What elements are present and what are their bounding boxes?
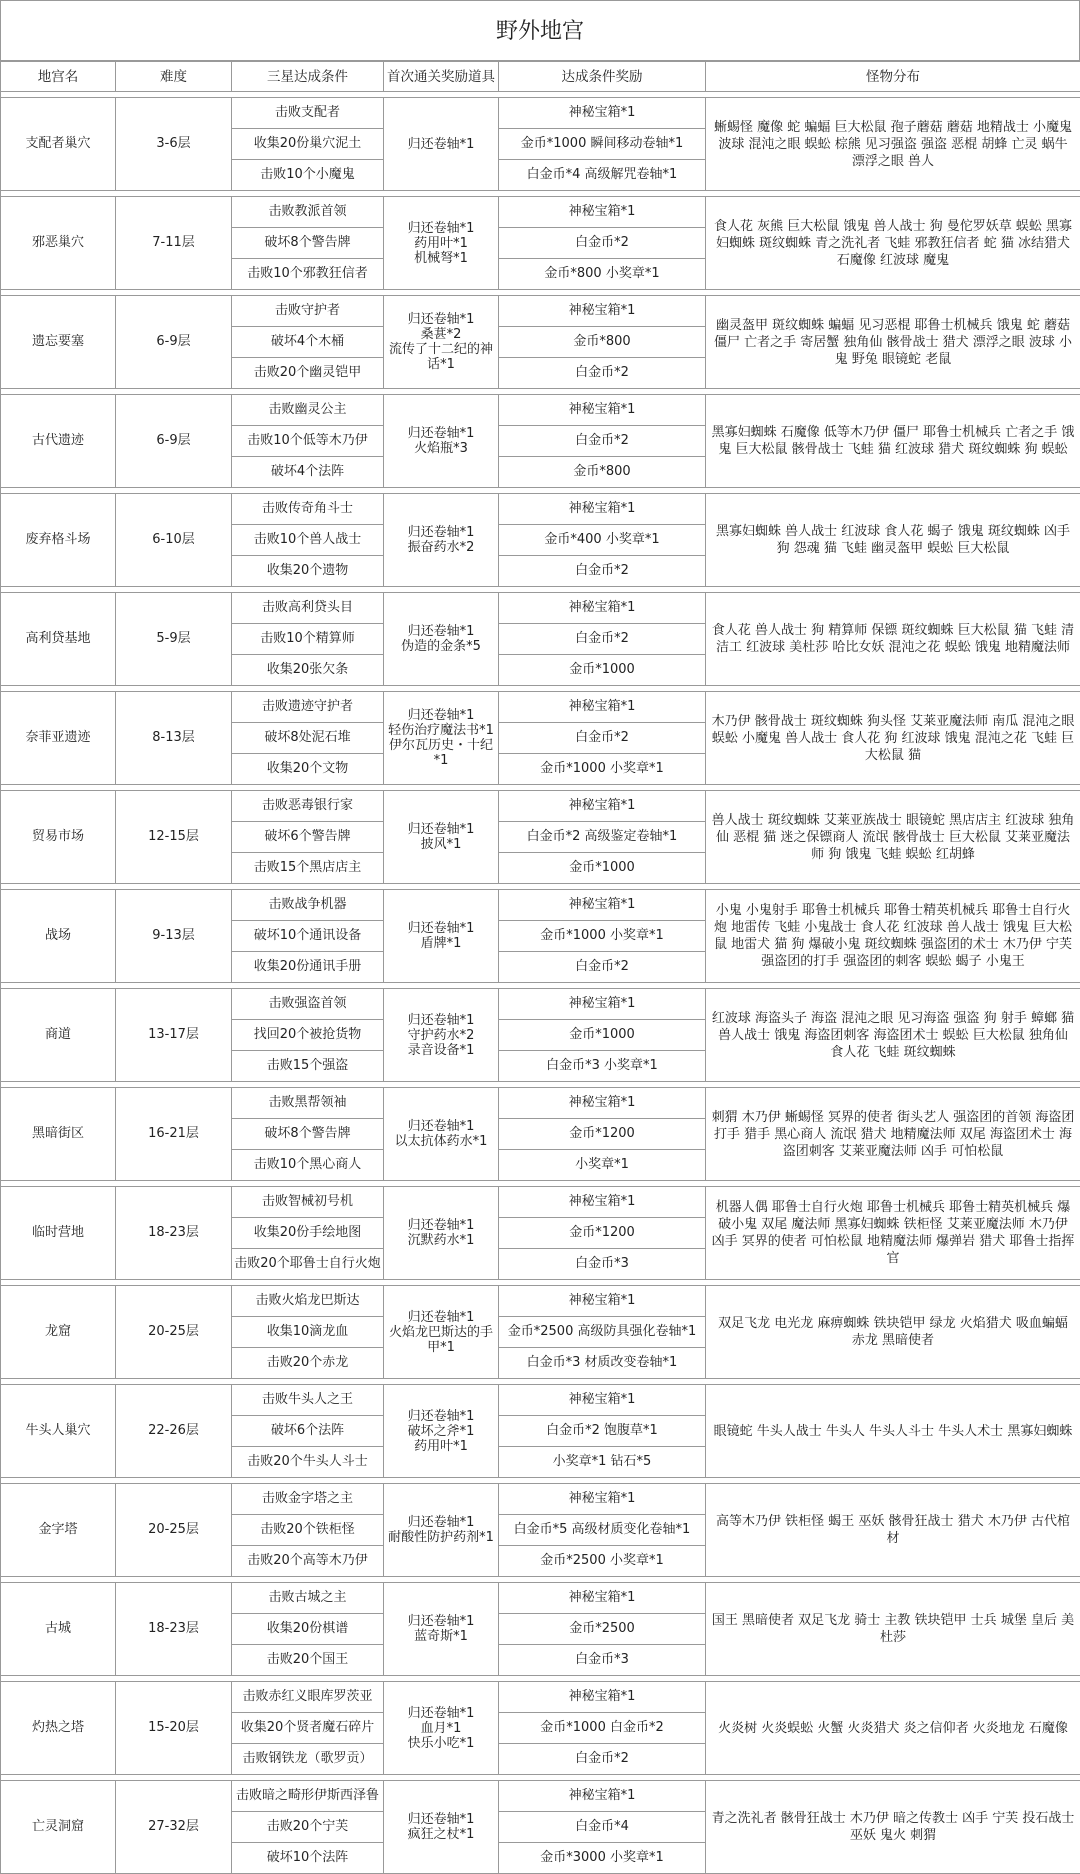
- dungeon-name: 商道: [1, 989, 116, 1082]
- monster-list: 红波球 海盗头子 海盗 混沌之眼 见习海盗 强盗 狗 射手 蟑螂 猫 兽人战士 饿鬼 海盗团刺客 海盗团术士 蜈蚣 巨大松鼠 独角仙 食人花 飞蛙 斑纹蜘蛛: [706, 989, 1080, 1082]
- first-reward-line: 以太抗体药水*1: [386, 1134, 496, 1149]
- table-row: [1, 791, 1080, 822]
- dungeon-difficulty: 6-9层: [116, 395, 232, 488]
- star-condition: 收集20个贤者魔石碎片: [232, 1713, 384, 1744]
- condition-reward: 神秘宝箱*1: [499, 1187, 706, 1218]
- first-reward-line: 归还卷轴*1: [386, 921, 496, 936]
- condition-reward: 金币*1000 小奖章*1: [499, 754, 706, 785]
- first-reward-line: 守护药水*2: [386, 1028, 496, 1043]
- condition-reward: 白金币*2: [499, 228, 706, 259]
- condition-reward: 金币*1000 白金币*2: [499, 1713, 706, 1744]
- dungeon-name: 黑暗街区: [1, 1088, 116, 1181]
- table-row: [1, 1484, 1080, 1515]
- star-condition: 击败暗之畸形伊斯西泽鲁: [232, 1781, 384, 1812]
- table-row: [1, 593, 1080, 624]
- monster-list: 高等木乃伊 铁柜怪 蝎王 巫妖 骸骨狂战士 猎犬 木乃伊 古代棺材: [706, 1484, 1080, 1577]
- star-condition: 击败20个赤龙: [232, 1348, 384, 1379]
- condition-reward: 金币*2500 小奖章*1: [499, 1546, 706, 1577]
- dungeon-difficulty: 6-9层: [116, 296, 232, 389]
- star-condition: 击败钢铁龙（歌罗贡）: [232, 1744, 384, 1775]
- table-row: [1, 989, 1080, 1020]
- dungeon-difficulty: 18-23层: [116, 1583, 232, 1676]
- condition-reward: 白金币*2: [499, 1744, 706, 1775]
- dungeon-name: 古城: [1, 1583, 116, 1676]
- star-condition: 破坏4个木桶: [232, 327, 384, 358]
- star-condition: 击败强盗首领: [232, 989, 384, 1020]
- condition-reward: 金币*1000: [499, 655, 706, 686]
- star-condition: 找回20个被抢货物: [232, 1020, 384, 1051]
- dungeon-difficulty: 15-20层: [116, 1682, 232, 1775]
- dungeon-difficulty: 12-15层: [116, 791, 232, 884]
- table-row: [1, 1682, 1080, 1713]
- first-reward-line: 药用叶*1: [386, 236, 496, 251]
- header-conditions: 三星达成条件: [232, 62, 384, 92]
- first-reward-line: 归还卷轴*1: [386, 1013, 496, 1028]
- first-reward-line: 归还卷轴*1: [386, 822, 496, 837]
- table-row: [1, 692, 1080, 723]
- star-condition: 击败遗迹守护者: [232, 692, 384, 723]
- table-row: [1, 1088, 1080, 1119]
- monster-list: 机器人偶 耶鲁士自行火炮 耶鲁士机械兵 耶鲁士精英机械兵 爆破小鬼 双尾 魔法师 黑寡妇蜘蛛 铁柜怪 艾莱亚魔法师 木乃伊 凶手 冥界的使者 可怕松鼠 地精魔法师 爆弹岩 猎犬 耶鲁士指挥官: [706, 1187, 1080, 1280]
- dungeon-name: 遗忘要塞: [1, 296, 116, 389]
- condition-reward: 神秘宝箱*1: [499, 197, 706, 228]
- condition-reward: 神秘宝箱*1: [499, 1286, 706, 1317]
- monster-list: 眼镜蛇 牛头人战士 牛头人 牛头人斗士 牛头人术士 黑寡妇蜘蛛: [706, 1385, 1080, 1478]
- dungeon-name: 亡灵洞窟: [1, 1781, 116, 1874]
- condition-reward: 白金币*2: [499, 556, 706, 587]
- star-condition: 击败支配者: [232, 98, 384, 129]
- condition-reward: 金币*1000: [499, 853, 706, 884]
- dungeon-difficulty: 27-32层: [116, 1781, 232, 1874]
- first-reward-line: 药用叶*1: [386, 1439, 496, 1454]
- dungeon-name: 废弃格斗场: [1, 494, 116, 587]
- monster-list: 青之洗礼者 骸骨狂战士 木乃伊 暗之传教士 凶手 宁芙 投石战士 巫妖 鬼火 刺猬: [706, 1781, 1080, 1874]
- dungeon-difficulty: 18-23层: [116, 1187, 232, 1280]
- table-body: [1, 92, 1080, 1874]
- dungeon-difficulty: 7-11层: [116, 197, 232, 290]
- star-condition: 击败10个邪教狂信者: [232, 259, 384, 290]
- condition-reward: 白金币*2: [499, 358, 706, 389]
- dungeon-name: 临时营地: [1, 1187, 116, 1280]
- condition-reward: 白金币*2 饱腹草*1: [499, 1416, 706, 1447]
- condition-reward: 金币*1000 小奖章*1: [499, 921, 706, 952]
- first-reward-line: 归还卷轴*1: [386, 708, 496, 723]
- first-reward-line: 归还卷轴*1: [386, 1310, 496, 1325]
- condition-reward: 白金币*3 小奖章*1: [499, 1051, 706, 1082]
- star-condition: 击败10个黑心商人: [232, 1150, 384, 1181]
- dungeon-difficulty: 5-9层: [116, 593, 232, 686]
- first-clear-reward: [384, 494, 499, 587]
- first-clear-reward: [384, 1682, 499, 1775]
- dungeon-name: 战场: [1, 890, 116, 983]
- table-header-row: [1, 62, 1080, 92]
- header-rewards: 达成条件奖励: [499, 62, 706, 92]
- condition-reward: 金币*1200: [499, 1119, 706, 1150]
- star-condition: 击败10个小魔鬼: [232, 160, 384, 191]
- star-condition: 破坏4个法阵: [232, 457, 384, 488]
- star-condition: 击败20个耶鲁士自行火炮: [232, 1249, 384, 1280]
- condition-reward: 金币*1200: [499, 1218, 706, 1249]
- table-row: [1, 296, 1080, 327]
- header-first-reward: 首次通关奖励道具: [384, 62, 499, 92]
- table-row: [1, 1781, 1080, 1812]
- first-clear-reward: [384, 989, 499, 1082]
- first-clear-reward: [384, 1187, 499, 1280]
- first-reward-line: 归还卷轴*1: [386, 1119, 496, 1134]
- condition-reward: 神秘宝箱*1: [499, 1088, 706, 1119]
- first-reward-line: 沉默药水*1: [386, 1233, 496, 1248]
- condition-reward: 神秘宝箱*1: [499, 1781, 706, 1812]
- first-reward-line: 归还卷轴*1: [386, 221, 496, 236]
- star-condition: 收集20份棋谱: [232, 1614, 384, 1645]
- dungeon-name: 高利贷基地: [1, 593, 116, 686]
- star-condition: 收集20张欠条: [232, 655, 384, 686]
- first-reward-line: 归还卷轴*1: [386, 525, 496, 540]
- first-clear-reward: [384, 98, 499, 191]
- star-condition: 破坏8个警告牌: [232, 1119, 384, 1150]
- condition-reward: 白金币*2: [499, 426, 706, 457]
- condition-reward: 白金币*4 高级解咒卷轴*1: [499, 160, 706, 191]
- dungeon-name: 金字塔: [1, 1484, 116, 1577]
- first-reward-line: 录音设备*1: [386, 1043, 496, 1058]
- dungeon-difficulty: 16-21层: [116, 1088, 232, 1181]
- dungeon-difficulty: 9-13层: [116, 890, 232, 983]
- star-condition: 击败传奇角斗士: [232, 494, 384, 525]
- condition-reward: 金币*400 小奖章*1: [499, 525, 706, 556]
- condition-reward: 神秘宝箱*1: [499, 791, 706, 822]
- monster-list: 兽人战士 斑纹蜘蛛 艾莱亚族战士 眼镜蛇 黑店店主 红波球 独角仙 恶棍 猫 迷之保镖商人 流氓 骸骨战士 巨大松鼠 艾莱亚魔法师 狗 饿鬼 飞蛙 蜈蚣 红胡蜂: [706, 791, 1080, 884]
- table-row: [1, 197, 1080, 228]
- star-condition: 收集10滴龙血: [232, 1317, 384, 1348]
- condition-reward: 神秘宝箱*1: [499, 890, 706, 921]
- star-condition: 击败高利贷头目: [232, 593, 384, 624]
- first-reward-line: 披风*1: [386, 837, 496, 852]
- first-clear-reward: [384, 1286, 499, 1379]
- first-reward-line: 归还卷轴*1: [386, 1812, 496, 1827]
- star-condition: 收集20个文物: [232, 754, 384, 785]
- first-reward-line: 伊尔瓦历史・十纪*1: [386, 738, 496, 768]
- star-condition: 击败火焰龙巴斯达: [232, 1286, 384, 1317]
- first-clear-reward: [384, 197, 499, 290]
- condition-reward: 神秘宝箱*1: [499, 395, 706, 426]
- dungeon-table: [0, 61, 1080, 1874]
- dungeon-name: 古代遗迹: [1, 395, 116, 488]
- first-clear-reward: [384, 1484, 499, 1577]
- star-condition: 击败战争机器: [232, 890, 384, 921]
- star-condition: 击败20个铁柜怪: [232, 1515, 384, 1546]
- first-reward-line: 归还卷轴*1: [386, 1218, 496, 1233]
- dungeon-name: 灼热之塔: [1, 1682, 116, 1775]
- monster-list: 刺猬 木乃伊 蜥蜴怪 冥界的使者 街头艺人 强盗团的首领 海盗团打手 猎手 黑心商人 流氓 猎犬 地精魔法师 双尾 海盗团术士 海盗团刺客 艾莱亚魔法师 凶手 可怕松鼠: [706, 1088, 1080, 1181]
- monster-list: 木乃伊 骸骨战士 斑纹蜘蛛 狗头怪 艾莱亚魔法师 南瓜 混沌之眼 蜈蚣 小魔鬼 兽人战士 食人花 狗 红波球 饿鬼 混沌之花 飞蛙 巨大松鼠 猫: [706, 692, 1080, 785]
- condition-reward: 金币*2500: [499, 1614, 706, 1645]
- dungeon-difficulty: 20-25层: [116, 1484, 232, 1577]
- star-condition: 击败智械初号机: [232, 1187, 384, 1218]
- star-condition: 破坏8处泥石堆: [232, 723, 384, 754]
- first-reward-line: 耐酸性防护药剂*1: [386, 1530, 496, 1545]
- condition-reward: 白金币*3: [499, 1645, 706, 1676]
- table-row: [1, 494, 1080, 525]
- first-reward-line: 桑葚*2: [386, 327, 496, 342]
- monster-list: 火炎树 火炎蜈蚣 火蟹 火炎猎犬 炎之信仰者 火炎地龙 石魔像: [706, 1682, 1080, 1775]
- dungeon-difficulty: 3-6层: [116, 98, 232, 191]
- dungeon-name: 牛头人巢穴: [1, 1385, 116, 1478]
- condition-reward: 金币*800: [499, 327, 706, 358]
- first-reward-line: 机械弩*1: [386, 251, 496, 266]
- condition-reward: 白金币*3: [499, 1249, 706, 1280]
- star-condition: 收集20份巢穴泥土: [232, 129, 384, 160]
- condition-reward: 金币*1000 瞬间移动卷轴*1: [499, 129, 706, 160]
- dungeon-difficulty: 22-26层: [116, 1385, 232, 1478]
- dungeon-difficulty: 20-25层: [116, 1286, 232, 1379]
- first-clear-reward: [384, 395, 499, 488]
- first-reward-line: 振奋药水*2: [386, 540, 496, 555]
- monster-list: 小鬼 小鬼射手 耶鲁士机械兵 耶鲁士精英机械兵 耶鲁士自行火炮 地雷传 飞蛙 小鬼战士 食人花 红波球 兽人战士 饿鬼 巨大松鼠 地雷犬 猫 狗 爆破小鬼 斑纹蜘蛛 强盗团的术士 木乃伊 宁芙 强盗团的打手 强盗团的刺客 蜈蚣 蝎子 小鬼王: [706, 890, 1080, 983]
- header-monsters: 怪物分布: [706, 62, 1080, 92]
- star-condition: 击败赤红义眼库罗茨亚: [232, 1682, 384, 1713]
- first-reward-line: 火焰龙巴斯达的手甲*1: [386, 1325, 496, 1355]
- condition-reward: 神秘宝箱*1: [499, 692, 706, 723]
- header-name: 地宫名: [1, 62, 116, 92]
- monster-list: 蜥蜴怪 魔像 蛇 蝙蝠 巨大松鼠 孢子蘑菇 蘑菇 地精战士 小魔鬼 波球 混沌之眼 蜈蚣 棕熊 见习强盗 强盗 恶棍 胡蜂 亡灵 蜗牛 漂浮之眼 兽人: [706, 98, 1080, 191]
- star-condition: 收集20份通讯手册: [232, 952, 384, 983]
- first-reward-line: 归还卷轴*1: [386, 624, 496, 639]
- star-condition: 击败20个国王: [232, 1645, 384, 1676]
- condition-reward: 金币*800: [499, 457, 706, 488]
- star-condition: 击败守护者: [232, 296, 384, 327]
- condition-reward: 神秘宝箱*1: [499, 296, 706, 327]
- monster-list: 食人花 兽人战士 狗 精算师 保镖 斑纹蜘蛛 巨大松鼠 猫 飞蛙 清洁工 红波球 美杜莎 哈比女妖 混沌之花 蜈蚣 饿鬼 地精魔法师: [706, 593, 1080, 686]
- star-condition: 击败牛头人之王: [232, 1385, 384, 1416]
- star-condition: 收集20份手绘地图: [232, 1218, 384, 1249]
- first-reward-line: 归还卷轴*1: [386, 137, 496, 152]
- star-condition: 破坏6个警告牌: [232, 822, 384, 853]
- table-row: [1, 1187, 1080, 1218]
- first-reward-line: 破坏之斧*1: [386, 1424, 496, 1439]
- first-reward-line: 流传了十二纪的神话*1: [386, 342, 496, 372]
- condition-reward: 白金币*4: [499, 1812, 706, 1843]
- first-clear-reward: [384, 890, 499, 983]
- table-row: [1, 395, 1080, 426]
- first-reward-line: 归还卷轴*1: [386, 1409, 496, 1424]
- monster-list: 幽灵盔甲 斑纹蜘蛛 蝙蝠 见习恶棍 耶鲁士机械兵 饿鬼 蛇 蘑菇 僵尸 亡者之手 寄居蟹 独角仙 骸骨战士 猎犬 漂浮之眼 波球 小鬼 野兔 眼镜蛇 老鼠: [706, 296, 1080, 389]
- first-clear-reward: [384, 1088, 499, 1181]
- condition-reward: 神秘宝箱*1: [499, 494, 706, 525]
- first-clear-reward: [384, 296, 499, 389]
- dungeon-name: 龙窟: [1, 1286, 116, 1379]
- star-condition: 破坏10个通讯设备: [232, 921, 384, 952]
- first-clear-reward: [384, 1781, 499, 1874]
- condition-reward: 神秘宝箱*1: [499, 1484, 706, 1515]
- star-condition: 破坏10个法阵: [232, 1843, 384, 1874]
- monster-list: 食人花 灰熊 巨大松鼠 饿鬼 兽人战士 狗 曼佗罗妖草 蜈蚣 黑寡妇蜘蛛 斑纹蜘蛛 青之洗礼者 飞蛙 邪教狂信者 蛇 猫 冰结猎犬 石魔像 红波球 魔鬼: [706, 197, 1080, 290]
- monster-list: 黑寡妇蜘蛛 兽人战士 红波球 食人花 蝎子 饿鬼 斑纹蜘蛛 凶手 狗 怨魂 猫 飞蛙 幽灵盔甲 蜈蚣 巨大松鼠: [706, 494, 1080, 587]
- first-reward-line: 火焰瓶*3: [386, 441, 496, 456]
- dungeon-name: 贸易市场: [1, 791, 116, 884]
- condition-reward: 白金币*2: [499, 624, 706, 655]
- star-condition: 击败20个牛头人斗士: [232, 1447, 384, 1478]
- condition-reward: 白金币*2: [499, 952, 706, 983]
- first-reward-line: 血月*1: [386, 1721, 496, 1736]
- condition-reward: 神秘宝箱*1: [499, 1385, 706, 1416]
- condition-reward: 神秘宝箱*1: [499, 1682, 706, 1713]
- first-reward-line: 轻伤治疗魔法书*1: [386, 723, 496, 738]
- star-condition: 击败金字塔之主: [232, 1484, 384, 1515]
- first-reward-line: 归还卷轴*1: [386, 1614, 496, 1629]
- star-condition: 击败10个低等木乃伊: [232, 426, 384, 457]
- table-row: [1, 1583, 1080, 1614]
- first-reward-line: 疯狂之杖*1: [386, 1827, 496, 1842]
- dungeon-name: 支配者巢穴: [1, 98, 116, 191]
- first-reward-line: 盾牌*1: [386, 936, 496, 951]
- condition-reward: 白金币*3 材质改变卷轴*1: [499, 1348, 706, 1379]
- table-row: [1, 890, 1080, 921]
- first-reward-line: 快乐小吃*1: [386, 1736, 496, 1751]
- dungeon-name: 奈菲亚遗迹: [1, 692, 116, 785]
- dungeon-name: 邪恶巢穴: [1, 197, 116, 290]
- first-reward-line: 归还卷轴*1: [386, 312, 496, 327]
- first-clear-reward: [384, 692, 499, 785]
- condition-reward: 金币*800 小奖章*1: [499, 259, 706, 290]
- condition-reward: 神秘宝箱*1: [499, 593, 706, 624]
- condition-reward: 神秘宝箱*1: [499, 98, 706, 129]
- condition-reward: 神秘宝箱*1: [499, 1583, 706, 1614]
- star-condition: 击败20个高等木乃伊: [232, 1546, 384, 1577]
- star-condition: 击败古城之主: [232, 1583, 384, 1614]
- star-condition: 击败15个黑店店主: [232, 853, 384, 884]
- condition-reward: 小奖章*1 钻石*5: [499, 1447, 706, 1478]
- monster-list: 双足飞龙 电光龙 麻痹蜘蛛 铁块铠甲 绿龙 火焰猎犬 吸血蝙蝠 赤龙 黑暗使者: [706, 1286, 1080, 1379]
- table-row: [1, 1385, 1080, 1416]
- condition-reward: 金币*3000 小奖章*1: [499, 1843, 706, 1874]
- dungeon-difficulty: 13-17层: [116, 989, 232, 1082]
- condition-reward: 小奖章*1: [499, 1150, 706, 1181]
- star-condition: 击败黑帮领袖: [232, 1088, 384, 1119]
- condition-reward: 白金币*2: [499, 723, 706, 754]
- star-condition: 击败恶毒银行家: [232, 791, 384, 822]
- dungeon-difficulty: 8-13层: [116, 692, 232, 785]
- star-condition: 破坏6个法阵: [232, 1416, 384, 1447]
- table-row: [1, 98, 1080, 129]
- star-condition: 击败15个强盗: [232, 1051, 384, 1082]
- header-difficulty: 难度: [116, 62, 232, 92]
- first-reward-line: 归还卷轴*1: [386, 1706, 496, 1721]
- star-condition: 击败10个兽人战士: [232, 525, 384, 556]
- first-reward-line: 归还卷轴*1: [386, 1515, 496, 1530]
- star-condition: 击败10个精算师: [232, 624, 384, 655]
- table-row: [1, 1286, 1080, 1317]
- monster-list: 黑寡妇蜘蛛 石魔像 低等木乃伊 僵尸 耶鲁士机械兵 亡者之手 饿鬼 巨大松鼠 骸骨战士 飞蛙 猫 红波球 猎犬 斑纹蜘蛛 狗 蜈蚣: [706, 395, 1080, 488]
- first-reward-line: 归还卷轴*1: [386, 426, 496, 441]
- first-clear-reward: [384, 1583, 499, 1676]
- star-condition: 击败幽灵公主: [232, 395, 384, 426]
- condition-reward: 白金币*2 高级鉴定卷轴*1: [499, 822, 706, 853]
- first-reward-line: 伪造的金条*5: [386, 639, 496, 654]
- condition-reward: 金币*2500 高级防具强化卷轴*1: [499, 1317, 706, 1348]
- first-clear-reward: [384, 1385, 499, 1478]
- dungeon-difficulty: 6-10层: [116, 494, 232, 587]
- page-title: 野外地宫: [0, 0, 1080, 61]
- first-clear-reward: [384, 593, 499, 686]
- condition-reward: 白金币*5 高级材质变化卷轴*1: [499, 1515, 706, 1546]
- first-clear-reward: [384, 791, 499, 884]
- star-condition: 击败20个幽灵铠甲: [232, 358, 384, 389]
- condition-reward: 神秘宝箱*1: [499, 989, 706, 1020]
- first-reward-line: 蓝奇斯*1: [386, 1629, 496, 1644]
- star-condition: 收集20个遗物: [232, 556, 384, 587]
- star-condition: 击败教派首领: [232, 197, 384, 228]
- monster-list: 国王 黑暗使者 双足飞龙 骑士 主教 铁块铠甲 士兵 城堡 皇后 美杜莎: [706, 1583, 1080, 1676]
- condition-reward: 金币*1000: [499, 1020, 706, 1051]
- star-condition: 击败20个宁芙: [232, 1812, 384, 1843]
- star-condition: 破坏8个警告牌: [232, 228, 384, 259]
